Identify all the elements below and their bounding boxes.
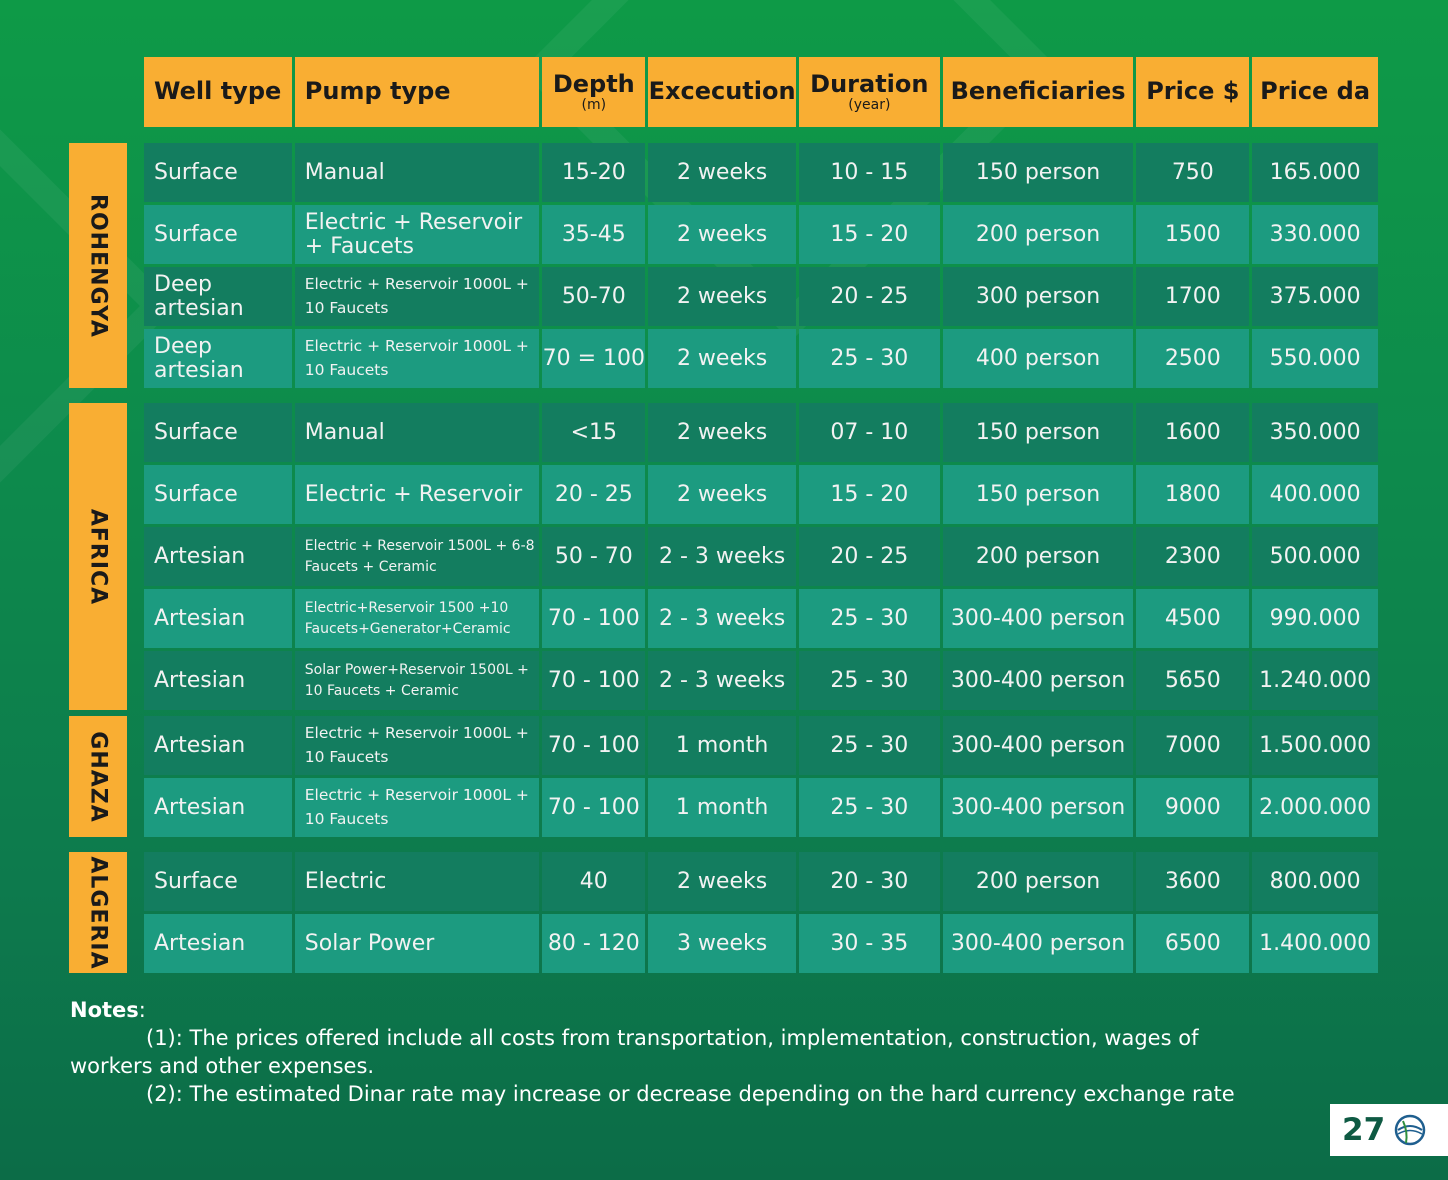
region-label <box>69 852 127 973</box>
header-label: Price da <box>1260 77 1371 106</box>
duration-cell: 25 - 30 <box>799 778 940 837</box>
table-row <box>144 329 1378 388</box>
region-name: GHAZA <box>85 730 111 823</box>
execution-cell: 2 - 3 weeks <box>648 651 796 710</box>
table-row <box>144 267 1378 326</box>
execution-cell: 1 month <box>648 778 796 837</box>
well-type-cell: Artesian <box>144 716 292 775</box>
well-type-cell: Artesian <box>144 778 292 837</box>
price-da-cell: 800.000 <box>1252 852 1378 911</box>
table-row <box>144 778 1378 837</box>
beneficiaries-cell: 200 person <box>943 852 1134 911</box>
price-da-cell: 500.000 <box>1252 527 1378 586</box>
duration-cell: 20 - 30 <box>799 852 940 911</box>
depth-cell: 70 - 100 <box>542 778 645 837</box>
header-label: Well type <box>154 77 282 106</box>
depth-cell: 40 <box>542 852 645 911</box>
duration-cell: 20 - 25 <box>799 267 940 326</box>
price-usd-cell: 1700 <box>1136 267 1249 326</box>
region-name: AFRICA <box>85 508 111 605</box>
header-cell <box>943 57 1134 127</box>
table-row <box>144 143 1378 202</box>
well-type-cell: Artesian <box>144 651 292 710</box>
region-group-africa <box>69 403 1378 710</box>
price-usd-cell: 750 <box>1136 143 1249 202</box>
pump-type-cell: Manual <box>295 403 540 462</box>
beneficiaries-cell: 300-400 person <box>943 914 1134 973</box>
well-type-cell: Artesian <box>144 914 292 973</box>
beneficiaries-cell: 400 person <box>943 329 1134 388</box>
execution-cell: 2 weeks <box>648 403 796 462</box>
execution-cell: 2 weeks <box>648 465 796 524</box>
price-usd-cell: 1500 <box>1136 205 1249 264</box>
price-da-cell: 350.000 <box>1252 403 1378 462</box>
page-number: 27 <box>1342 1112 1386 1148</box>
depth-cell: 20 - 25 <box>542 465 645 524</box>
duration-cell: 30 - 35 <box>799 914 940 973</box>
table-row <box>144 651 1378 710</box>
duration-cell: 15 - 20 <box>799 205 940 264</box>
execution-cell: 2 - 3 weeks <box>648 527 796 586</box>
header-cell <box>1252 57 1378 127</box>
well-type-cell: Surface <box>144 143 292 202</box>
beneficiaries-cell: 300 person <box>943 267 1134 326</box>
pump-type-cell: Electric + Reservoir <box>295 465 540 524</box>
beneficiaries-cell: 300-400 person <box>943 716 1134 775</box>
header-label: Excecution <box>648 77 796 106</box>
table-row <box>144 205 1378 264</box>
execution-cell: 2 weeks <box>648 329 796 388</box>
price-usd-cell: 5650 <box>1136 651 1249 710</box>
beneficiaries-cell: 150 person <box>943 403 1134 462</box>
price-usd-cell: 1800 <box>1136 465 1249 524</box>
well-type-cell: Surface <box>144 205 292 264</box>
execution-cell: 2 weeks <box>648 852 796 911</box>
price-usd-cell: 4500 <box>1136 589 1249 648</box>
price-usd-cell: 3600 <box>1136 852 1249 911</box>
well-type-cell: Deep artesian <box>144 267 292 326</box>
depth-cell: 50 - 70 <box>542 527 645 586</box>
header-label: Duration <box>810 69 929 98</box>
price-usd-cell: 7000 <box>1136 716 1249 775</box>
beneficiaries-cell: 300-400 person <box>943 651 1134 710</box>
table-row <box>144 914 1378 973</box>
depth-cell: 70 = 100 <box>542 329 645 388</box>
header-cell <box>295 57 540 127</box>
note-2: (2): The estimated Dinar rate may increase or decrease depending on the hard currency exchange rate <box>146 1082 1235 1106</box>
table-header <box>144 57 1378 127</box>
depth-cell: 70 - 100 <box>542 651 645 710</box>
header-unit: (year) <box>848 96 891 113</box>
duration-cell: 25 - 30 <box>799 589 940 648</box>
header-label: Depth <box>552 69 635 98</box>
beneficiaries-cell: 300-400 person <box>943 778 1134 837</box>
beneficiaries-cell: 300-400 person <box>943 589 1134 648</box>
globe-logo-icon <box>1393 1113 1427 1147</box>
depth-cell: 70 - 100 <box>542 589 645 648</box>
note-1: (1): The prices offered include all costs from transportation, implementation, construction, wages of <box>146 1026 1199 1050</box>
pump-type-cell: Electric + Reservoir + Faucets <box>295 205 540 264</box>
duration-cell: 25 - 30 <box>799 329 940 388</box>
price-da-cell: 1.500.000 <box>1252 716 1378 775</box>
execution-cell: 2 weeks <box>648 143 796 202</box>
execution-cell: 2 weeks <box>648 205 796 264</box>
region-name: ROHENGYA <box>85 193 111 338</box>
notes: Notes: (1): The prices offered include all costs from transportation, implementation, construction, wages of workers and other expenses. (2): The estimated Dinar rate may increase or decrease depending on the hard currency exchange rate <box>70 996 1330 1108</box>
price-usd-cell: 2500 <box>1136 329 1249 388</box>
pump-type-cell: Electric + Reservoir 1000L + 10 Faucets <box>295 329 540 388</box>
execution-cell: 2 - 3 weeks <box>648 589 796 648</box>
pump-type-cell: Electric + Reservoir 1500L + 6-8 Faucets + Ceramic <box>295 527 540 586</box>
price-da-cell: 375.000 <box>1252 267 1378 326</box>
pump-type-cell: Electric + Reservoir 1000L + 10 Faucets <box>295 267 540 326</box>
region-label <box>69 403 127 710</box>
region-name: ALGERIA <box>85 855 111 970</box>
duration-cell: 25 - 30 <box>799 716 940 775</box>
well-type-cell: Artesian <box>144 527 292 586</box>
table-row <box>144 589 1378 648</box>
well-type-cell: Artesian <box>144 589 292 648</box>
table-row <box>144 527 1378 586</box>
execution-cell: 2 weeks <box>648 267 796 326</box>
beneficiaries-cell: 200 person <box>943 527 1134 586</box>
header-label: Beneficiaries <box>950 77 1126 106</box>
table-row <box>144 716 1378 775</box>
depth-cell: 80 - 120 <box>542 914 645 973</box>
price-da-cell: 400.000 <box>1252 465 1378 524</box>
duration-cell: 07 - 10 <box>799 403 940 462</box>
depth-cell: 70 - 100 <box>542 716 645 775</box>
region-label <box>69 143 127 388</box>
price-usd-cell: 9000 <box>1136 778 1249 837</box>
duration-cell: 10 - 15 <box>799 143 940 202</box>
price-usd-cell: 2300 <box>1136 527 1249 586</box>
header-label: Price $ <box>1146 77 1240 106</box>
price-da-cell: 1.400.000 <box>1252 914 1378 973</box>
price-da-cell: 990.000 <box>1252 589 1378 648</box>
note-1-continued: workers and other expenses. <box>70 1054 375 1078</box>
pump-type-cell: Electric <box>295 852 540 911</box>
header-label: Pump type <box>304 77 451 106</box>
pump-type-cell: Electric + Reservoir 1000L + 10 Faucets <box>295 716 540 775</box>
beneficiaries-cell: 150 person <box>943 465 1134 524</box>
depth-cell: 15-20 <box>542 143 645 202</box>
region-group-ghaza <box>69 716 1378 837</box>
price-da-cell: 550.000 <box>1252 329 1378 388</box>
execution-cell: 3 weeks <box>648 914 796 973</box>
table-row <box>144 465 1378 524</box>
header-cell <box>542 57 645 127</box>
price-da-cell: 330.000 <box>1252 205 1378 264</box>
table-row <box>144 403 1378 462</box>
depth-cell: <15 <box>542 403 645 462</box>
beneficiaries-cell: 200 person <box>943 205 1134 264</box>
page-number-box <box>1330 1104 1448 1156</box>
price-da-cell: 2.000.000 <box>1252 778 1378 837</box>
pump-type-cell: Manual <box>295 143 540 202</box>
price-usd-cell: 1600 <box>1136 403 1249 462</box>
region-group-rohengya <box>69 143 1378 388</box>
well-type-cell: Deep artesian <box>144 329 292 388</box>
pump-type-cell: Electric + Reservoir 1000L + 10 Faucets <box>295 778 540 837</box>
well-type-cell: Surface <box>144 465 292 524</box>
header-cell <box>1136 57 1249 127</box>
region-label <box>69 716 127 837</box>
depth-cell: 50-70 <box>542 267 645 326</box>
well-type-cell: Surface <box>144 852 292 911</box>
pump-type-cell: Solar Power <box>295 914 540 973</box>
header-cell <box>648 57 796 127</box>
region-group-algeria <box>69 852 1378 973</box>
duration-cell: 25 - 30 <box>799 651 940 710</box>
header-cell <box>144 57 292 127</box>
price-da-cell: 165.000 <box>1252 143 1378 202</box>
notes-title: Notes <box>70 998 139 1022</box>
price-usd-cell: 6500 <box>1136 914 1249 973</box>
duration-cell: 15 - 20 <box>799 465 940 524</box>
table-row <box>144 852 1378 911</box>
well-type-cell: Surface <box>144 403 292 462</box>
pump-type-cell: Electric+Reservoir 1500 +10 Faucets+Generator+Ceramic <box>295 589 540 648</box>
beneficiaries-cell: 150 person <box>943 143 1134 202</box>
depth-cell: 35-45 <box>542 205 645 264</box>
header-unit: (m) <box>581 96 607 113</box>
header-cell <box>799 57 940 127</box>
execution-cell: 1 month <box>648 716 796 775</box>
pump-type-cell: Solar Power+Reservoir 1500L + 10 Faucets + Ceramic <box>295 651 540 710</box>
price-da-cell: 1.240.000 <box>1252 651 1378 710</box>
duration-cell: 20 - 25 <box>799 527 940 586</box>
